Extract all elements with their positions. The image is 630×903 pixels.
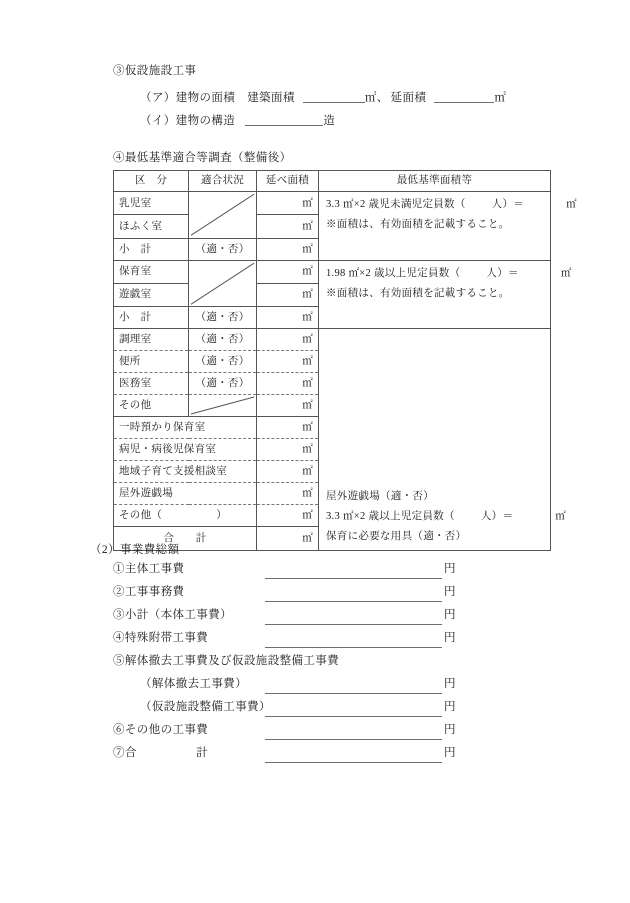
table-header-row [114,171,551,192]
building-area-input[interactable] [303,91,365,103]
row-label-benjo: 便所 [114,351,189,373]
cost-item-7-input[interactable] [265,716,442,717]
tekigo-choice-imushitsu[interactable]: （適・否） [189,373,257,395]
cost-item-1-yen: 円 [444,563,456,575]
note-2-line-2: ※面積は、有効面積を記載すること。 [326,287,510,299]
diagonal-slash-icon [189,395,256,416]
table-row [114,329,551,351]
area-input-chorishitsu[interactable]: ㎡ [257,329,319,351]
area-input-sonota-1[interactable]: ㎡ [257,395,319,417]
row-label-okugai-yugijo: 屋外遊戯場 [114,483,257,505]
cost-item-1-input[interactable] [265,578,442,579]
table-row [114,192,551,215]
note-3-line-2: 3.3 ㎡×2 歳以上児定員数（ 人）＝ ㎡ [326,510,567,522]
row-label-yugishitsu: 遊戯室 [114,283,189,306]
building-structure-input[interactable] [245,114,323,126]
header-nobe-menseki: 延べ面積 [257,171,319,192]
section3-item-1-sublabel: 建築面積 [247,92,295,104]
minimum-standard-survey-table-wrap [113,170,577,551]
tekigo-choice-chorishitsu[interactable]: （適・否） [189,329,257,351]
cost-item-5 [113,656,339,668]
section3-item-1-midlabel: 延面積 [390,92,427,104]
area-input-byoji-hoiku[interactable]: ㎡ [257,439,319,461]
row-label-hoikushitsu: 保育室 [114,260,189,283]
cost-item-7 [140,702,460,718]
note-3-line-3: 保育に必要な用具（適・否） [326,530,467,542]
area-input-gokei[interactable]: ㎡ [257,527,319,551]
row-label-shokei-2: 小 計 [114,307,189,329]
cost-item-7-yen: 円 [444,701,456,713]
cost-item-3-yen: 円 [444,609,456,621]
section3-item-1-label: （ア）建物の面積 [140,92,236,104]
total-floor-area-input[interactable] [434,91,494,103]
row-label-chiiki-kosodate: 地域子育て支援相談室 [114,461,257,483]
cost-item-5-label: ⑤解体撤去工事費及び仮設施設整備工事費 [113,655,340,667]
row-label-imushitsu: 医務室 [114,373,189,395]
area-input-shokei-2[interactable]: ㎡ [257,307,319,329]
note-block-2-filler [319,307,551,329]
cost-item-4 [113,632,456,649]
minimum-standard-survey-table [113,170,577,551]
cost-item-3-input[interactable] [265,624,442,625]
note-block-2 [319,260,572,307]
header-tekigo: 適合状況 [189,171,257,192]
tekigo-slash-cell-2 [189,260,257,307]
area-input-yugishitsu[interactable]: ㎡ [257,283,319,306]
row-label-hofukushitsu: ほふく室 [114,215,189,238]
section4-heading: ④最低基準適合等調査（整備後） [113,152,292,164]
section3-item-2-suffix: 造 [323,115,336,127]
diagonal-slash-icon [189,261,256,307]
row-label-chorishitsu: 調理室 [114,329,189,351]
header-saitei-kijun: 最低基準面積等 [319,171,551,192]
cost-item-2-input[interactable] [265,601,442,602]
area-input-chiiki-kosodate[interactable]: ㎡ [257,461,319,483]
area-input-okugai-yugijo[interactable]: ㎡ [257,483,319,505]
cost-item-9 [113,747,456,764]
area-input-ichiji-azukari[interactable]: ㎡ [257,417,319,439]
section3-item-1-unit1: ㎡、 [364,92,389,104]
area-input-shokei-1[interactable]: ㎡ [257,238,319,260]
cost-item-1 [113,563,456,580]
note-3-line-1: 屋外遊戯場（適・否） [326,490,434,502]
row-label-ichiji-azukari: 一時預かり保育室 [114,417,257,439]
cost-item-6-yen: 円 [444,678,456,690]
table-row [114,260,551,283]
section3-item-1-unit2: ㎡ [494,92,507,104]
section3-item-2 [140,114,335,128]
note-1-line-2: ※面積は、有効面積を記載すること。 [326,219,510,230]
section3-item-2-label: （イ）建物の構造 [140,115,236,127]
cost-item-9-yen: 円 [444,747,456,759]
note-1-line-1: 3.3 ㎡×2 歳児未満児定員数（ 人）＝ ㎡ [326,199,577,210]
note-block-1-filler [319,238,551,260]
tekigo-choice-shokei-2[interactable]: （適・否） [189,307,257,329]
tekigo-choice-benjo[interactable]: （適・否） [189,351,257,373]
cost-section-heading: （2）事業費総額 [90,544,180,556]
row-label-nyujishitsu: 乳児室 [114,192,189,215]
row-label-gokei: 合 計 [114,527,257,551]
area-input-hoikushitsu[interactable]: ㎡ [257,260,319,283]
table-row [114,307,551,329]
cost-item-2-label: ②工事事務費 [113,586,185,598]
table-row [114,238,551,260]
cost-item-3-label: ③小計（本体工事費） [113,609,232,621]
area-input-nyujishitsu[interactable]: ㎡ [257,192,319,215]
row-label-sonota-2[interactable]: その他（ ） [114,505,257,527]
note-block-1 [319,192,577,239]
note-2-line-1: 1.98 ㎡×2 歳以上児定員数（ 人）＝ ㎡ [326,267,572,279]
tekigo-slash-cell-1 [189,192,257,239]
note-block-3-last-line [319,527,551,551]
diagonal-slash-icon [189,192,256,238]
cost-item-6-label: （解体撤去工事費） [140,678,248,690]
note-block-3 [319,329,567,527]
cost-item-8-yen: 円 [444,724,456,736]
cost-item-9-label: ⑦合 計 [113,747,209,759]
area-input-hofukushitsu[interactable]: ㎡ [257,215,319,238]
cost-item-1-label: ①主体工事費 [113,563,185,575]
cost-item-8 [113,724,456,741]
area-input-imushitsu[interactable]: ㎡ [257,373,319,395]
section3-heading: ③仮設施設工事 [113,65,197,77]
cost-item-7-label: （仮設施設整備工事費） [140,701,271,713]
area-input-sonota-2[interactable]: ㎡ [257,505,319,527]
row-label-shokei-1: 小 計 [114,238,189,260]
cost-item-4-input[interactable] [265,647,442,648]
cost-item-4-label: ④特殊附帯工事費 [113,632,209,644]
area-input-benjo[interactable]: ㎡ [257,351,319,373]
cost-item-9-input[interactable] [265,762,442,763]
row-label-byoji-hoiku: 病児・病後児保育室 [114,439,257,461]
header-kubun: 区 分 [114,171,189,192]
cost-item-8-label: ⑥その他の工事費 [113,724,209,736]
cost-item-8-input[interactable] [265,739,442,740]
section3-item-1 [140,91,506,105]
cost-item-4-yen: 円 [444,632,456,644]
tekigo-choice-shokei-1[interactable]: （適・否） [189,238,257,260]
cost-item-2 [113,586,456,603]
tekigo-slash-cell-3 [189,395,257,417]
cost-item-6 [140,679,460,695]
cost-item-3 [113,609,456,626]
cost-item-6-input[interactable] [265,693,442,694]
row-label-sonota-1: その他 [114,395,189,417]
cost-item-2-yen: 円 [444,586,456,598]
